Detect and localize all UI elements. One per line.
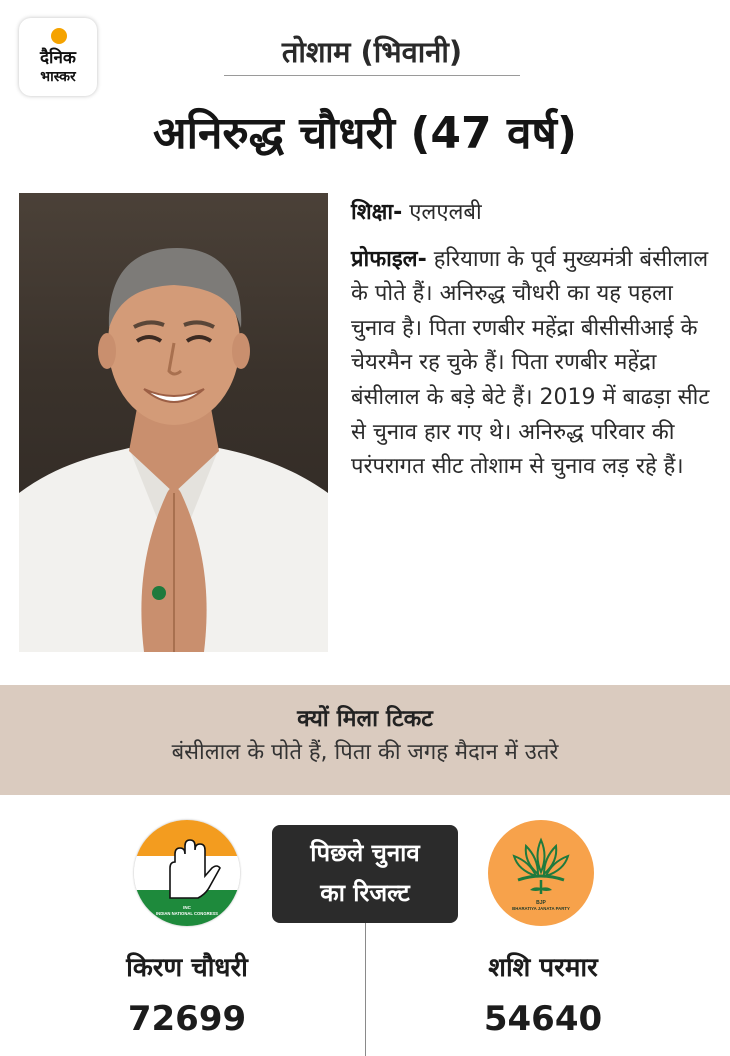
why-ticket-text: बंसीलाल के पोते हैं, पिता की जगह मैदान में उतरे <box>171 740 559 765</box>
candidate-photo <box>19 193 328 652</box>
candidate-name-right: शशि परमार <box>488 953 598 983</box>
sun-icon <box>51 28 67 44</box>
result-divider <box>365 923 366 1056</box>
profile-paragraph <box>351 243 721 485</box>
education-line <box>351 196 721 231</box>
candidate-name-left: किरण चौधरी <box>126 953 248 983</box>
dainik-bhaskar-logo <box>19 18 97 96</box>
votes-right: 54640 <box>483 999 603 1039</box>
profile-text: हरियाणा के पूर्व मुख्यमंत्री बंसीलाल के पोते हैं। अनिरुद्ध चौधरी का यह पहला चुनाव है। पिता रणबीर महेंद्रा बीसीसीआई के चेयरमैन रह चुके हैं। पिता रणबीर महेंद्रा बंसीलाल के बड़े बेटे हैं। 2019 में बाढड़ा सीट से चुनाव हार गए थे। अनिरुद्ध परिवार की परंपरागत सीट तोशाम से चुनाव लड़ रहे हैं। <box>351 246 710 480</box>
svg-text:INDIAN NATIONAL CONGRESS: INDIAN NATIONAL CONGRESS <box>156 911 218 916</box>
why-ticket-title: क्यों मिला टिकट <box>297 706 433 732</box>
bjp-lotus-icon <box>488 820 594 926</box>
logo-text-line1: दैनिक <box>40 48 76 68</box>
constituency-title: तोशाम (भिवानी) <box>281 35 463 69</box>
why-ticket-band <box>0 685 730 795</box>
title-divider <box>224 75 520 76</box>
profile-label: प्रोफाइल- <box>351 246 427 272</box>
bjp-candidate-result <box>423 948 663 1044</box>
svg-text:BHARATIYA JANATA PARTY: BHARATIYA JANATA PARTY <box>512 906 570 911</box>
result-label-line1: पिछले चुनाव <box>310 839 420 867</box>
result-label-line2: का रिजल्ट <box>320 879 410 907</box>
congress-hand-icon <box>134 820 240 926</box>
congress-candidate-result <box>67 948 307 1044</box>
logo-text-line2: भास्कर <box>40 69 76 85</box>
candidate-details <box>351 196 721 485</box>
svg-text:BJP: BJP <box>536 900 546 906</box>
education-value: एलएलबी <box>409 200 482 225</box>
education-label: शिक्षा- <box>351 200 403 225</box>
candidate-name: अनिरुद्ध चौधरी (47 वर्ष) <box>153 108 577 159</box>
previous-result-label <box>272 825 458 923</box>
votes-left: 72699 <box>127 999 247 1039</box>
svg-text:INC: INC <box>183 905 191 910</box>
